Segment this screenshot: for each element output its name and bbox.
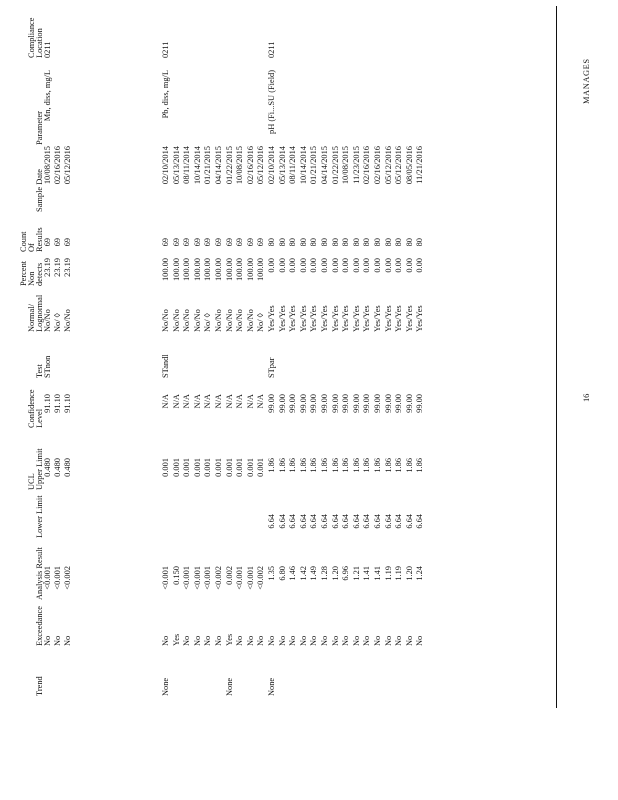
sample-date-cell: 01/22/2015 xyxy=(224,146,234,185)
confidence-cell: N/A xyxy=(214,394,223,409)
count-cell: 69 xyxy=(214,238,223,247)
location-cell: 0211 xyxy=(43,41,52,58)
normal-cell: Yes/Yes xyxy=(298,305,308,332)
sample-date-cell: 04/14/2015 xyxy=(320,146,329,185)
sample-date-cell: 11/21/2016 xyxy=(415,146,425,184)
parameter-cell: Mn, diss, mg/L xyxy=(43,70,52,122)
upper-limit-cell: 0.480 xyxy=(53,458,63,477)
count-cell: 69 xyxy=(235,238,245,247)
result-cell: 1.41 xyxy=(362,566,372,581)
normal-cell: No/No xyxy=(161,309,170,332)
sample-date-cell: 10/08/2015 xyxy=(341,146,351,185)
percent-cell: 100.00 xyxy=(235,258,245,282)
percent-cell: 0.00 xyxy=(383,258,393,273)
lower-limit-cell: 6.64 xyxy=(351,514,361,529)
upper-limit-cell: 0.001 xyxy=(245,458,255,477)
percent-cell: 23.19 xyxy=(53,258,63,277)
percent-cell: 100.00 xyxy=(245,258,255,282)
result-cell: 1.28 xyxy=(320,566,329,581)
sample-date-cell: 08/11/2014 xyxy=(182,146,192,184)
upper-limit-cell: 1.86 xyxy=(267,458,276,473)
lower-limit-cell: 6.64 xyxy=(373,514,382,529)
exceedance-cell: No xyxy=(351,635,361,646)
upper-limit-cell: 1.86 xyxy=(341,458,351,473)
result-cell: <0.002 xyxy=(214,566,223,590)
normal-cell: Yes/Yes xyxy=(288,305,298,332)
confidence-cell: 99.00 xyxy=(341,394,351,413)
parameter-cell: Pb, diss, mg/L xyxy=(161,70,170,119)
sample-date-cell: 05/12/2016 xyxy=(256,146,266,185)
percent-cell: 0.00 xyxy=(341,258,351,273)
confidence-cell: 99.00 xyxy=(267,394,276,413)
lower-limit-cell: 6.64 xyxy=(288,514,298,529)
sample-date-cell: 02/10/2014 xyxy=(161,146,170,185)
confidence-cell: 99.00 xyxy=(330,394,340,413)
confidence-cell: 91.10 xyxy=(43,394,52,413)
percent-cell: 23.19 xyxy=(63,258,73,277)
count-cell: 80 xyxy=(298,238,308,247)
upper-limit-cell: 1.86 xyxy=(362,458,372,473)
confidence-cell: N/A xyxy=(203,394,213,409)
exceedance-cell: No xyxy=(383,635,393,646)
count-cell: 69 xyxy=(171,238,181,247)
result-cell: <0.001 xyxy=(235,566,245,590)
exceedance-cell: No xyxy=(161,635,170,646)
sample-date-cell: 02/16/2016 xyxy=(245,146,255,185)
percent-cell: 0.00 xyxy=(362,258,372,273)
result-cell: 1.20 xyxy=(404,566,414,581)
upper-limit-cell: 0.001 xyxy=(235,458,245,477)
result-cell: 1.41 xyxy=(373,566,382,581)
count-cell: 80 xyxy=(415,238,425,247)
result-cell: 1.19 xyxy=(394,566,404,581)
header-upper: UCL Upper Limit xyxy=(27,448,45,490)
normal-cell: Yes/Yes xyxy=(309,305,319,332)
upper-limit-cell: 0.001 xyxy=(171,458,181,477)
sample-date-cell: 05/13/2014 xyxy=(171,146,181,185)
normal-cell: Yes/Yes xyxy=(330,305,340,332)
exceedance-cell: No xyxy=(298,635,308,646)
result-cell: <0.002 xyxy=(63,566,73,590)
percent-cell: 0.00 xyxy=(404,258,414,273)
exceedance-cell: No xyxy=(394,635,404,646)
confidence-cell: 91.10 xyxy=(63,394,73,413)
test-cell: STnon xyxy=(43,355,52,378)
result-cell: 1.21 xyxy=(351,566,361,581)
upper-limit-cell: 1.86 xyxy=(383,458,393,473)
result-cell: 6.96 xyxy=(341,566,351,581)
exceedance-cell: No xyxy=(235,635,245,646)
normal-cell: No/ ◊ xyxy=(203,313,213,332)
sample-date-cell: 11/23/2015 xyxy=(351,146,361,184)
normal-cell: No/No xyxy=(182,309,192,332)
upper-limit-cell: 1.86 xyxy=(288,458,298,473)
percent-cell: 100.00 xyxy=(256,258,266,282)
confidence-cell: N/A xyxy=(161,394,170,409)
normal-cell: Yes/Yes xyxy=(351,305,361,332)
upper-limit-cell: 1.86 xyxy=(298,458,308,473)
count-cell: 80 xyxy=(320,238,329,247)
upper-limit-cell: 0.001 xyxy=(256,458,266,477)
confidence-cell: N/A xyxy=(256,394,266,409)
sample-date-cell: 02/16/2016 xyxy=(53,146,63,185)
normal-cell: No/ ◊ xyxy=(256,313,266,332)
trend-cell: None xyxy=(161,677,170,696)
confidence-cell: 99.00 xyxy=(373,394,382,413)
confidence-cell: 99.00 xyxy=(277,394,287,413)
result-cell: <0.001 xyxy=(203,566,213,590)
count-cell: 80 xyxy=(309,238,319,247)
exceedance-cell: No xyxy=(341,635,351,646)
header-test: Test xyxy=(35,364,44,378)
confidence-cell: 99.00 xyxy=(362,394,372,413)
exceedance-cell: Yes xyxy=(171,633,181,646)
exceedance-cell: No xyxy=(245,635,255,646)
confidence-cell: 91.10 xyxy=(53,394,63,413)
percent-cell: 100.00 xyxy=(203,258,213,282)
result-cell: 1.20 xyxy=(330,566,340,581)
trend-cell: None xyxy=(267,677,276,696)
upper-limit-cell: 0.001 xyxy=(224,458,234,477)
lower-limit-cell: 6.64 xyxy=(320,514,329,529)
percent-cell: 0.00 xyxy=(309,258,319,273)
lower-limit-cell: 6.64 xyxy=(267,514,276,529)
sample-date-cell: 10/08/2015 xyxy=(235,146,245,185)
sample-date-cell: 02/16/2016 xyxy=(362,146,372,185)
count-cell: 80 xyxy=(383,238,393,247)
lower-limit-cell: 6.64 xyxy=(330,514,340,529)
exceedance-cell: No xyxy=(43,635,52,646)
sample-date-cell: 08/05/2016 xyxy=(404,146,414,185)
exceedance-cell: No xyxy=(256,635,266,646)
exceedance-cell: No xyxy=(362,635,372,646)
sample-date-cell: 02/10/2014 xyxy=(267,146,276,185)
upper-limit-cell: 0.001 xyxy=(214,458,223,477)
parameter-cell: pH (Fi...SU (Field) xyxy=(267,70,276,134)
sample-date-cell: 01/21/2015 xyxy=(309,146,319,185)
lower-limit-cell: 6.64 xyxy=(415,514,425,529)
lower-limit-cell: 6.64 xyxy=(394,514,404,529)
percent-cell: 0.00 xyxy=(415,258,425,273)
normal-cell: No/No xyxy=(63,309,73,332)
normal-cell: Yes/Yes xyxy=(373,305,382,332)
result-cell: 0.150 xyxy=(171,566,181,585)
confidence-cell: 99.00 xyxy=(320,394,329,413)
count-cell: 69 xyxy=(224,238,234,247)
header-result: Analysis Result xyxy=(35,547,44,600)
upper-limit-cell: 0.480 xyxy=(43,458,52,477)
exceedance-cell: No xyxy=(277,635,287,646)
upper-limit-cell: 1.86 xyxy=(320,458,329,473)
upper-limit-cell: 1.86 xyxy=(394,458,404,473)
sample-date-cell: 05/12/2016 xyxy=(394,146,404,185)
exceedance-cell: No xyxy=(192,635,202,646)
normal-cell: No/ ◊ xyxy=(53,313,63,332)
result-cell: 1.46 xyxy=(288,566,298,581)
sample-date-cell: 04/14/2015 xyxy=(214,146,223,185)
normal-cell: Yes/Yes xyxy=(383,305,393,332)
percent-cell: 23.19 xyxy=(43,258,52,277)
result-cell: 1.19 xyxy=(383,566,393,581)
confidence-cell: N/A xyxy=(171,394,181,409)
sample-date-cell: 02/16/2016 xyxy=(373,146,382,185)
trend-cell: None xyxy=(224,677,234,696)
confidence-cell: 99.00 xyxy=(404,394,414,413)
normal-cell: Yes/Yes xyxy=(277,305,287,332)
location-cell: 0211 xyxy=(267,41,276,58)
sample-date-cell: 10/14/2014 xyxy=(298,146,308,185)
lower-limit-cell: 6.64 xyxy=(404,514,414,529)
exceedance-cell: No xyxy=(320,635,329,646)
confidence-cell: 99.00 xyxy=(415,394,425,413)
page-rule xyxy=(556,6,557,708)
header-percent: Percent Non detects xyxy=(19,260,45,286)
exceedance-cell: No xyxy=(214,635,223,646)
upper-limit-cell: 0.001 xyxy=(161,458,170,477)
normal-cell: No/No xyxy=(235,309,245,332)
result-cell: <0.001 xyxy=(192,566,202,590)
upper-limit-cell: 1.86 xyxy=(373,458,382,473)
confidence-cell: 99.00 xyxy=(394,394,404,413)
percent-cell: 100.00 xyxy=(192,258,202,282)
normal-cell: Yes/Yes xyxy=(394,305,404,332)
lower-limit-cell: 6.64 xyxy=(309,514,319,529)
confidence-cell: N/A xyxy=(182,394,192,409)
count-cell: 69 xyxy=(245,238,255,247)
page-number: 16 xyxy=(582,393,591,402)
sample-date-cell: 05/13/2014 xyxy=(277,146,287,185)
percent-cell: 100.00 xyxy=(171,258,181,282)
header-trend: Trend xyxy=(35,676,44,696)
count-cell: 80 xyxy=(373,238,382,247)
lower-limit-cell: 6.64 xyxy=(383,514,393,529)
count-cell: 69 xyxy=(192,238,202,247)
footer-label: MANAGES xyxy=(582,58,591,104)
exceedance-cell: No xyxy=(288,635,298,646)
test-cell: STandl xyxy=(161,354,170,378)
percent-cell: 0.00 xyxy=(298,258,308,273)
lower-limit-cell: 6.64 xyxy=(362,514,372,529)
upper-limit-cell: 1.86 xyxy=(415,458,425,473)
exceedance-cell: No xyxy=(53,635,63,646)
percent-cell: 0.00 xyxy=(373,258,382,273)
percent-cell: 0.00 xyxy=(394,258,404,273)
location-cell: 0211 xyxy=(161,41,170,58)
result-cell: <0.001 xyxy=(182,566,192,590)
upper-limit-cell: 0.001 xyxy=(182,458,192,477)
upper-limit-cell: 1.86 xyxy=(309,458,319,473)
upper-limit-cell: 0.001 xyxy=(192,458,202,477)
exceedance-cell: Yes xyxy=(224,633,234,646)
sample-date-cell: 05/12/2016 xyxy=(383,146,393,185)
normal-cell: No/No xyxy=(171,309,181,332)
header-location: Compliance Location xyxy=(27,17,45,58)
sample-date-cell: 08/11/2014 xyxy=(288,146,298,184)
result-cell: <0.001 xyxy=(43,566,52,590)
exceedance-cell: No xyxy=(373,635,382,646)
normal-cell: No/No xyxy=(192,309,202,332)
count-cell: 80 xyxy=(330,238,340,247)
sample-date-cell: 01/21/2015 xyxy=(203,146,213,185)
sample-date-cell: 01/22/2015 xyxy=(330,146,340,185)
normal-cell: Yes/Yes xyxy=(341,305,351,332)
count-cell: 69 xyxy=(203,238,213,247)
count-cell: 80 xyxy=(351,238,361,247)
test-cell: STpar xyxy=(267,357,276,378)
confidence-cell: 99.00 xyxy=(383,394,393,413)
percent-cell: 100.00 xyxy=(224,258,234,282)
normal-cell: Yes/Yes xyxy=(362,305,372,332)
percent-cell: 100.00 xyxy=(182,258,192,282)
count-cell: 80 xyxy=(394,238,404,247)
percent-cell: 0.00 xyxy=(288,258,298,273)
count-cell: 69 xyxy=(182,238,192,247)
sample-date-cell: 10/08/2015 xyxy=(43,146,52,185)
lower-limit-cell: 6.64 xyxy=(277,514,287,529)
upper-limit-cell: 1.86 xyxy=(404,458,414,473)
upper-limit-cell: 1.86 xyxy=(351,458,361,473)
result-cell: <0.001 xyxy=(161,566,170,590)
header-lower: Lower Limit xyxy=(35,495,44,538)
count-cell: 69 xyxy=(161,238,170,247)
count-cell: 80 xyxy=(277,238,287,247)
upper-limit-cell: 1.86 xyxy=(330,458,340,473)
count-cell: 69 xyxy=(53,238,63,247)
exceedance-cell: No xyxy=(404,635,414,646)
exceedance-cell: No xyxy=(203,635,213,646)
lower-limit-cell: 6.64 xyxy=(341,514,351,529)
confidence-cell: N/A xyxy=(192,394,202,409)
upper-limit-cell: 1.86 xyxy=(277,458,287,473)
upper-limit-cell: 0.001 xyxy=(203,458,213,477)
header-count: Count Of Results xyxy=(19,227,45,252)
confidence-cell: N/A xyxy=(245,394,255,409)
confidence-cell: 99.00 xyxy=(298,394,308,413)
count-cell: 69 xyxy=(43,238,52,247)
normal-cell: No/No xyxy=(214,309,223,332)
percent-cell: 0.00 xyxy=(277,258,287,273)
header-sample-date: Sample Date xyxy=(35,168,44,212)
normal-cell: Yes/Yes xyxy=(404,305,414,332)
normal-cell: Yes/Yes xyxy=(415,305,425,332)
result-cell: <0.001 xyxy=(245,566,255,590)
sample-date-cell: 05/12/2016 xyxy=(63,146,73,185)
confidence-cell: N/A xyxy=(224,394,234,409)
percent-cell: 0.00 xyxy=(330,258,340,273)
count-cell: 80 xyxy=(267,238,276,247)
count-cell: 80 xyxy=(362,238,372,247)
header-parameter: Parameter xyxy=(35,111,44,145)
confidence-cell: 99.00 xyxy=(309,394,319,413)
header-exceedance: Exceedance xyxy=(35,606,44,646)
exceedance-cell: No xyxy=(182,635,192,646)
result-cell: 6.80 xyxy=(277,566,287,581)
header-normal: Normal/ Lognormal xyxy=(27,294,45,332)
result-cell: 0.002 xyxy=(224,566,234,585)
count-cell: 80 xyxy=(341,238,351,247)
count-cell: 69 xyxy=(256,238,266,247)
exceedance-cell: No xyxy=(309,635,319,646)
normal-cell: No/No xyxy=(245,309,255,332)
exceedance-cell: No xyxy=(330,635,340,646)
count-cell: 69 xyxy=(63,238,73,247)
result-cell: 1.49 xyxy=(309,566,319,581)
exceedance-cell: No xyxy=(415,635,425,646)
count-cell: 80 xyxy=(404,238,414,247)
confidence-cell: 99.00 xyxy=(288,394,298,413)
confidence-cell: N/A xyxy=(235,394,245,409)
sample-date-cell: 10/14/2014 xyxy=(192,146,202,185)
result-cell: 1.42 xyxy=(298,566,308,581)
percent-cell: 0.00 xyxy=(267,258,276,273)
lower-limit-cell: 6.64 xyxy=(298,514,308,529)
result-cell: <0.001 xyxy=(53,566,63,590)
count-cell: 80 xyxy=(288,238,298,247)
percent-cell: 0.00 xyxy=(320,258,329,273)
exceedance-cell: No xyxy=(267,635,276,646)
normal-cell: No/No xyxy=(224,309,234,332)
header-confidence: Confidence Level xyxy=(27,389,45,428)
percent-cell: 100.00 xyxy=(161,258,170,282)
result-cell: 1.24 xyxy=(415,566,425,581)
percent-cell: 100.00 xyxy=(214,258,223,282)
result-cell: <0.002 xyxy=(256,566,266,590)
confidence-cell: 99.00 xyxy=(351,394,361,413)
normal-cell: Yes/Yes xyxy=(267,305,276,332)
percent-cell: 0.00 xyxy=(351,258,361,273)
upper-limit-cell: 0.480 xyxy=(63,458,73,477)
normal-cell: Yes/Yes xyxy=(320,305,329,332)
normal-cell: No/No xyxy=(43,309,52,332)
result-cell: 1.35 xyxy=(267,566,276,581)
exceedance-cell: No xyxy=(63,635,73,646)
